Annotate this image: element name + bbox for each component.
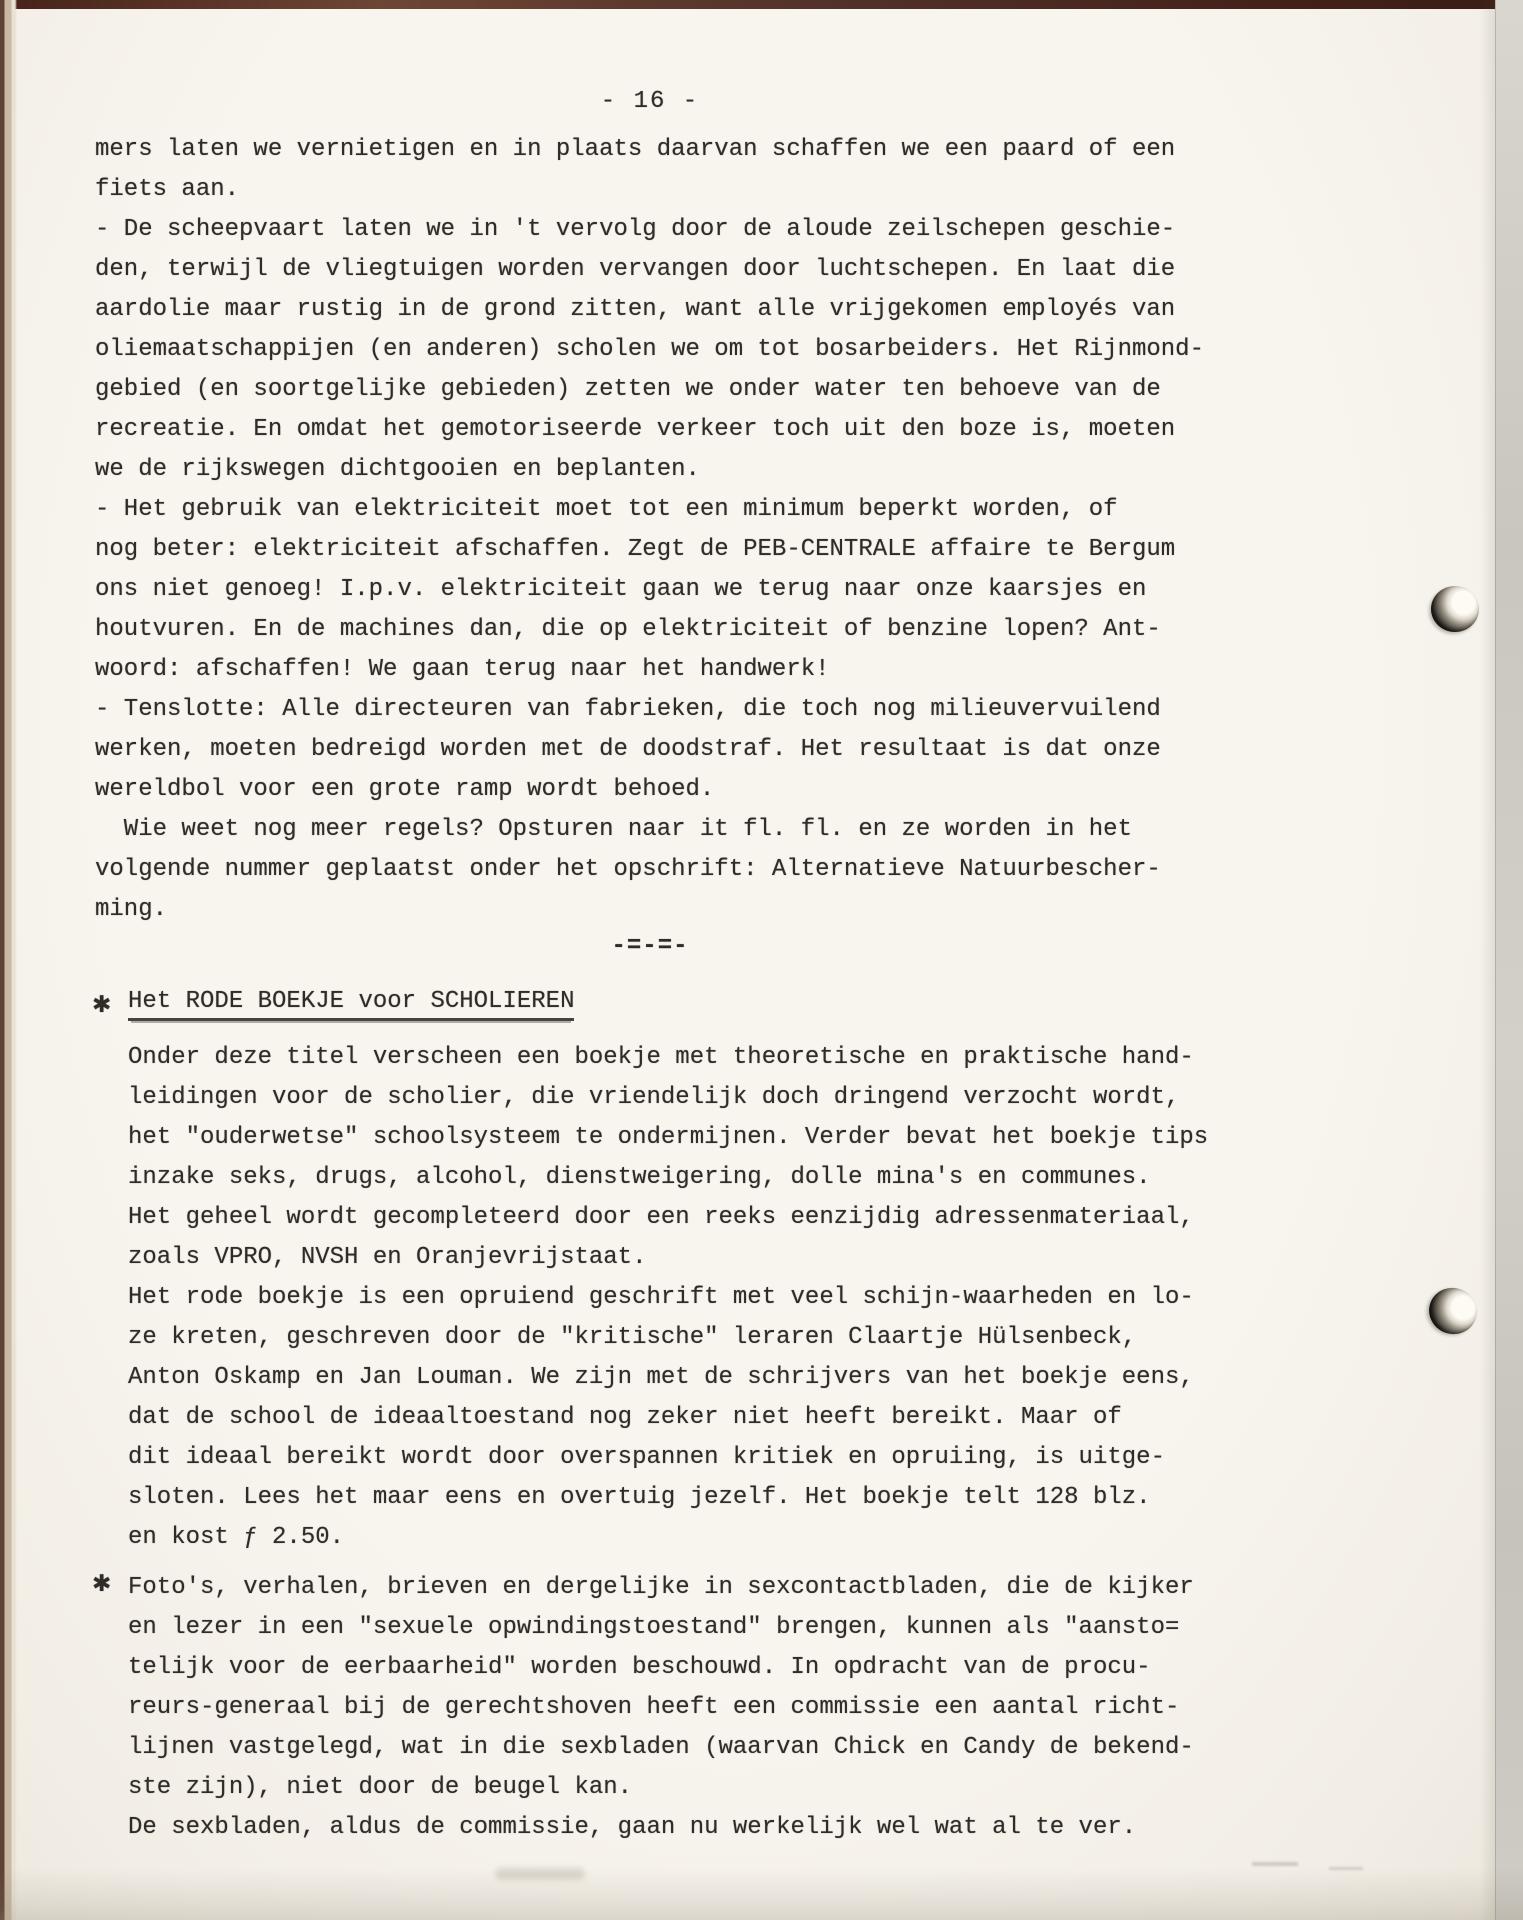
text-line: ze kreten, geschreven door de "kritische" leraren Claartje Hülsenbeck, bbox=[128, 1324, 1137, 1351]
text-line: gebied (en soortgelijke gebieden) zetten we onder water ten behoeve van de bbox=[95, 376, 1161, 403]
text-line: wereldbol voor een grote ramp wordt behoed. bbox=[95, 776, 715, 803]
text-line: De sexbladen, aldus de commissie, gaan nu werkelijk wel wat al te ver. bbox=[128, 1814, 1137, 1841]
page-right-shadow bbox=[1480, 0, 1496, 1920]
text-line: en kost ƒ 2.50. bbox=[128, 1524, 345, 1551]
text-line: recreatie. En omdat het gemotoriseerde verkeer toch uit den boze is, moeten bbox=[95, 416, 1176, 443]
text-line: - De scheepvaart laten we in 't vervolg door de aloude zeilschepen geschie- bbox=[95, 216, 1176, 243]
intro-paragraphs bbox=[95, 130, 1205, 930]
section-title-rode-boekje: Het RODE BOEKJE voor SCHOLIEREN bbox=[128, 988, 574, 1021]
text-line: inzake seks, drugs, alcohol, dienstweigering, dolle mina's en communes. bbox=[128, 1164, 1151, 1191]
text-line: leidingen voor de scholier, die vriendelijk doch dringend verzocht wordt, bbox=[128, 1084, 1180, 1111]
text-line: werken, moeten bedreigd worden met de doodstraf. Het resultaat is dat onze bbox=[95, 736, 1161, 763]
section-fotos bbox=[92, 1568, 1205, 1848]
text-line: mers laten we vernietigen en in plaats daarvan schaffen we een paard of een bbox=[95, 136, 1176, 163]
section-rode-boekje-body bbox=[128, 1038, 1209, 1558]
text-line: Onder deze titel verscheen een boekje met theoretische en praktische hand- bbox=[128, 1044, 1194, 1071]
scan-edge-left bbox=[0, 0, 17, 1920]
text-line: dit ideaal bereikt wordt door overspannen kritiek en opruiing, is uitge- bbox=[128, 1444, 1165, 1471]
text-line: woord: afschaffen! We gaan terug naar het handwerk! bbox=[95, 656, 830, 683]
text-line: Foto's, verhalen, brieven en dergelijke in sexcontactbladen, die de kijker bbox=[128, 1574, 1194, 1601]
text-line: zoals VPRO, NVSH en Oranjevrijstaat. bbox=[128, 1244, 647, 1271]
text-line: en lezer in een "sexuele opwindingstoestand" brengen, kunnen als "aansto= bbox=[128, 1614, 1180, 1641]
text-line: volgende nummer geplaatst onder het opschrift: Alternatieve Natuurbescher- bbox=[95, 856, 1161, 883]
section-heading-row bbox=[92, 982, 1205, 1028]
text-line: fiets aan. bbox=[95, 176, 240, 203]
text-line: Anton Oskamp en Jan Louman. We zijn met de schrijvers van het boekje eens, bbox=[128, 1364, 1194, 1391]
punched-hole bbox=[1431, 586, 1479, 632]
page-bottom-shadow bbox=[0, 1868, 1523, 1920]
scan-edge-right bbox=[1495, 0, 1523, 1920]
punched-hole bbox=[1423, 1282, 1483, 1341]
text-line: ons niet genoeg! I.p.v. elektriciteit gaan we terug naar onze kaarsjes en bbox=[95, 576, 1147, 603]
section-fotos-body bbox=[128, 1568, 1205, 1848]
text-line: het "ouderwetse" schoolsysteem te ondermijnen. Verder bevat het boekje tips bbox=[128, 1124, 1209, 1151]
text-line: sloten. Lees het maar eens en overtuig jezelf. Het boekje telt 128 blz. bbox=[128, 1484, 1151, 1511]
scan-smudge bbox=[1329, 1867, 1363, 1870]
text-line: lijnen vastgelegd, wat in die sexbladen (waarvan Chick en Candy de bekend- bbox=[128, 1734, 1194, 1761]
text-line: dat de school de ideaaltoestand nog zeker niet heeft bereikt. Maar of bbox=[128, 1404, 1122, 1431]
text-line: Het rode boekje is een opruiend geschrift met veel schijn-waarheden en lo- bbox=[128, 1284, 1194, 1311]
text-line: telijk voor de eerbaarheid" worden beschouwd. In opdracht van de procu- bbox=[128, 1654, 1151, 1681]
text-line: we de rijkswegen dichtgooien en beplanten. bbox=[95, 456, 700, 483]
text-line: reurs-generaal bij de gerechtshoven heeft een commissie een aantal richt- bbox=[128, 1694, 1180, 1721]
scan-smudge bbox=[1252, 1862, 1298, 1866]
text-line: ming. bbox=[95, 896, 168, 923]
typewritten-content bbox=[92, 0, 1209, 1848]
scan-smudge bbox=[495, 1868, 585, 1880]
text-line: Wie weet nog meer regels? Opsturen naar it fl. fl. en ze worden in het bbox=[95, 816, 1132, 843]
text-line: Het geheel wordt gecompleteerd door een reeks eenzijdig adressenmateriaal, bbox=[128, 1204, 1194, 1231]
text-line: - Het gebruik van elektriciteit moet tot een minimum beperkt worden, of bbox=[95, 496, 1118, 523]
text-line: - Tenslotte: Alle directeuren van fabrieken, die toch nog milieuvervuilend bbox=[95, 696, 1161, 723]
page-number: - 16 - bbox=[600, 88, 700, 115]
text-line: ste zijn), niet door de beugel kan. bbox=[128, 1774, 633, 1801]
bullet-asterisk-icon: ✱ bbox=[92, 992, 112, 1018]
text-line: nog beter: elektriciteit afschaffen. Zegt de PEB-CENTRALE affaire te Bergum bbox=[95, 536, 1176, 563]
bullet-asterisk-icon: ✱ bbox=[92, 1571, 112, 1597]
section-divider: -=-=- bbox=[611, 933, 689, 960]
text-line: aardolie maar rustig in de grond zitten, want alle vrijgekomen employés van bbox=[95, 296, 1176, 323]
text-line: den, terwijl de vliegtuigen worden vervangen door luchtschepen. En laat die bbox=[95, 256, 1176, 283]
text-line: houtvuren. En de machines dan, die op elektriciteit of benzine lopen? Ant- bbox=[95, 616, 1161, 643]
text-line: oliemaatschappijen (en anderen) scholen we om tot bosarbeiders. Het Rijnmond- bbox=[95, 336, 1204, 363]
